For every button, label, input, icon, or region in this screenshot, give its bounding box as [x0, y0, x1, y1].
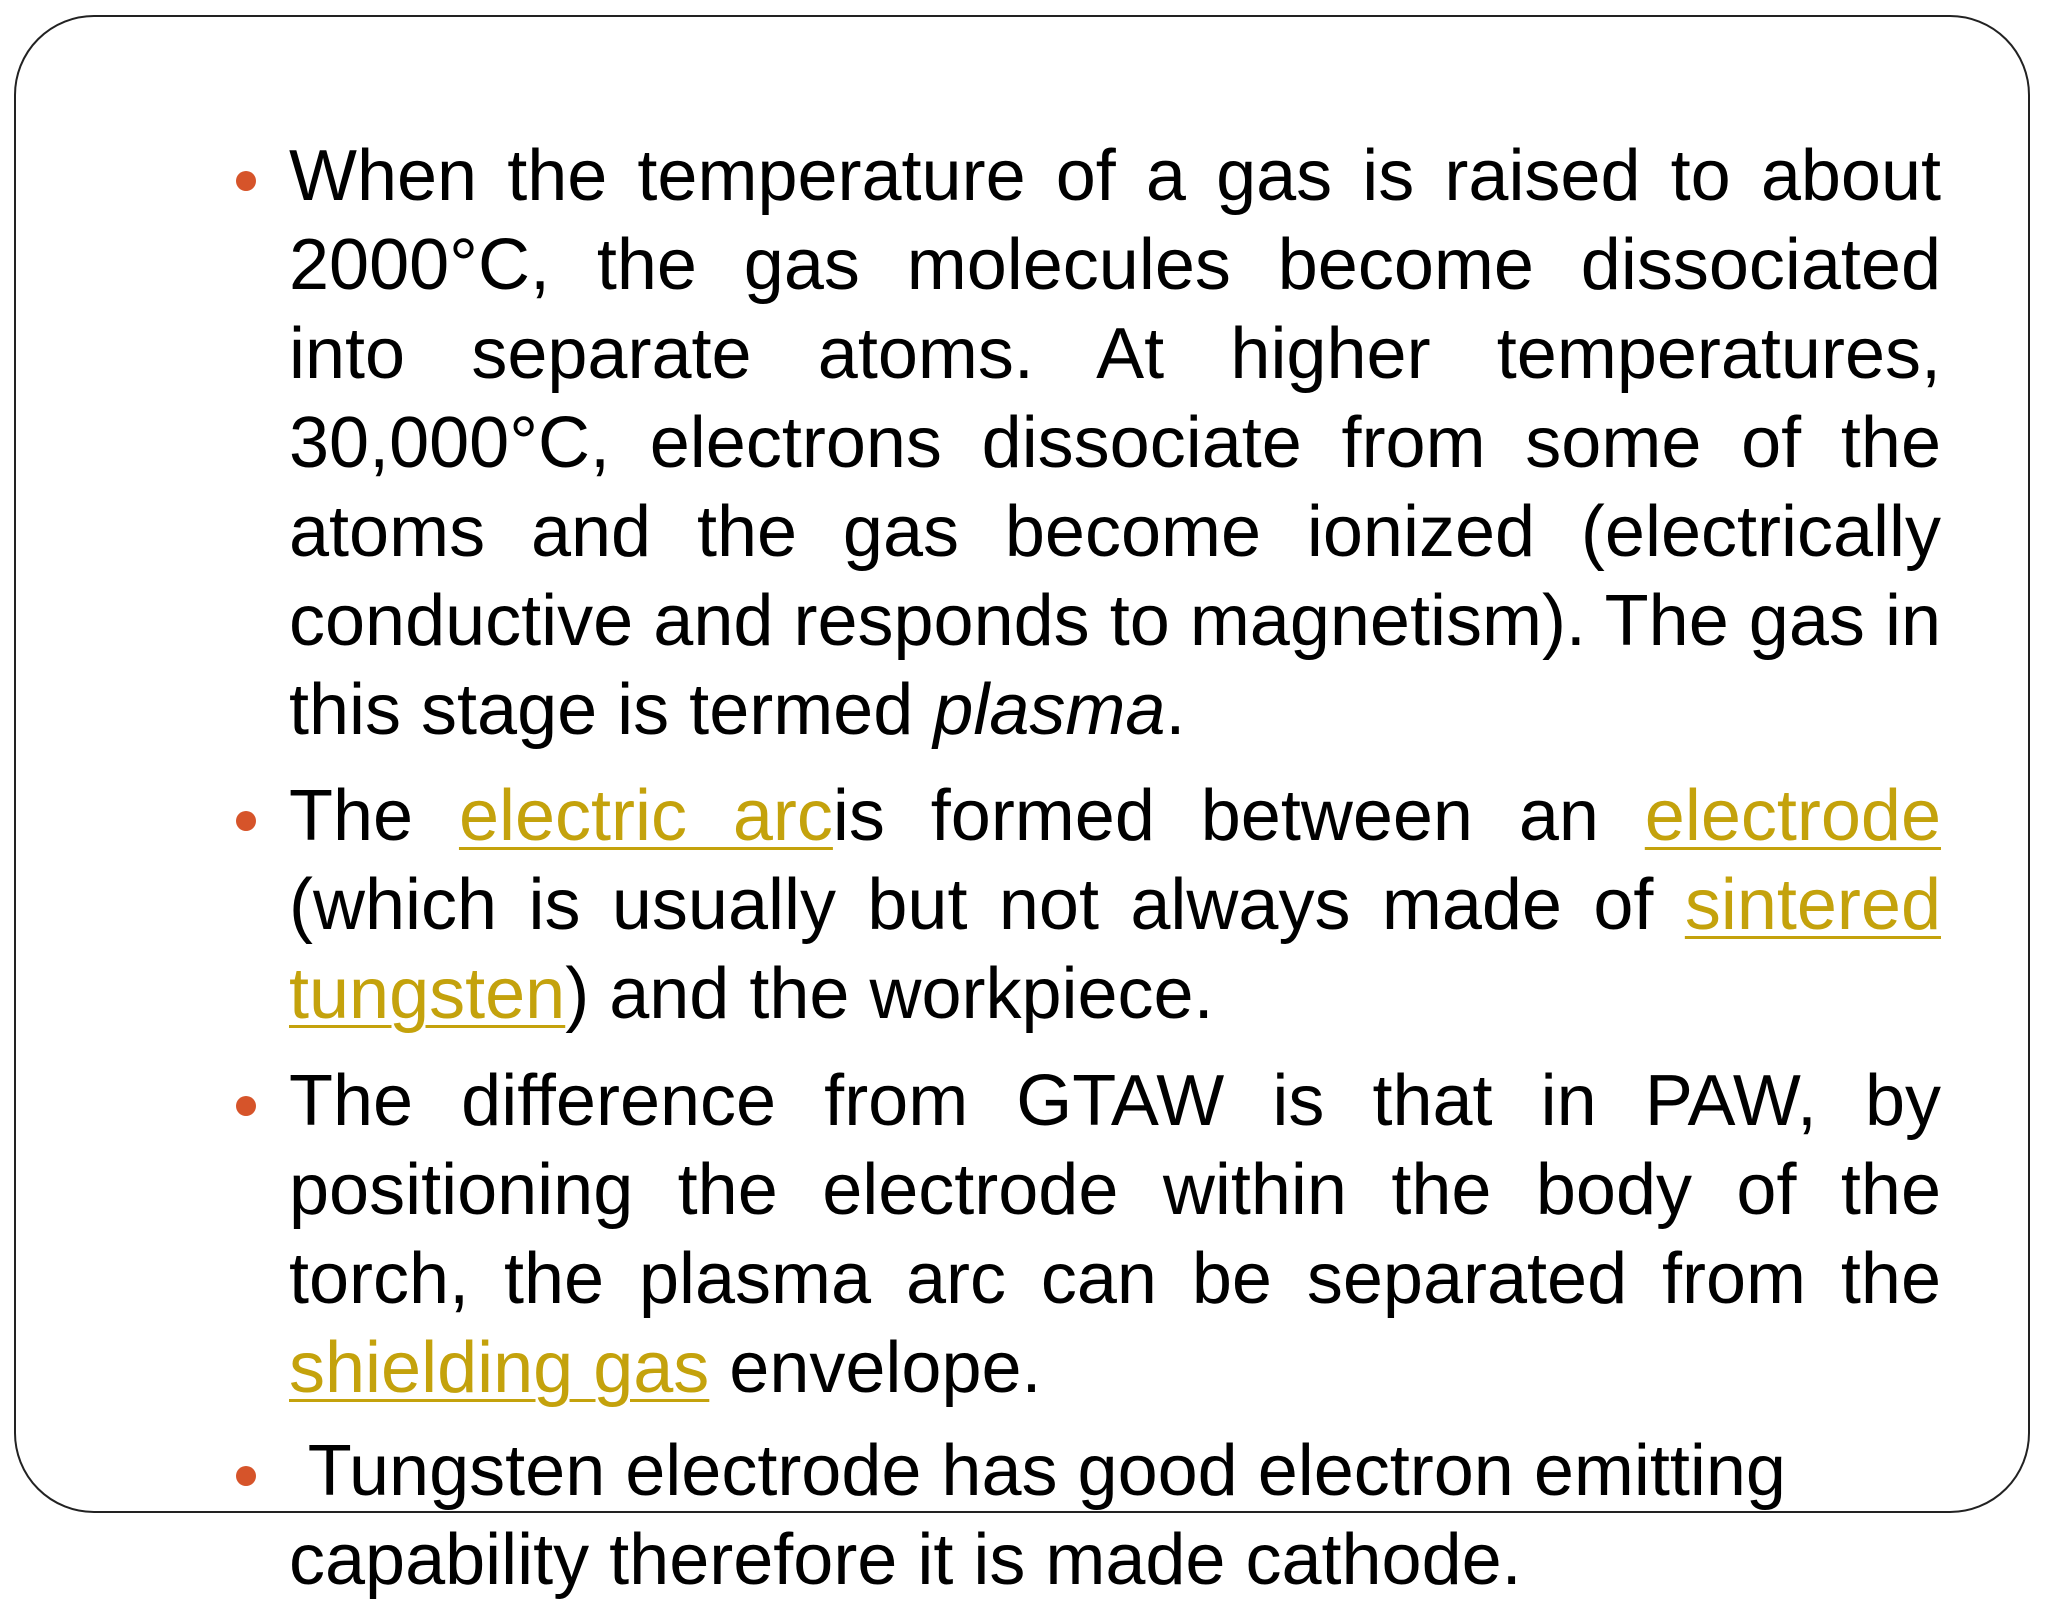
- bullet-gtaw-difference: [289, 1057, 1941, 1413]
- bullet-tungsten-electrode: [289, 1427, 1941, 1605]
- bullet-marker-1: [236, 171, 256, 191]
- bullet-marker-3: [236, 1096, 256, 1116]
- bullet-3-text-start: The difference from GTAW is that in PAW, by positioning the electrode within the body of the torch, the plasma arc can be separated from the: [289, 1061, 1941, 1319]
- bullet-3-text-end: envelope.: [709, 1328, 1042, 1408]
- bullet-2-text-mid2: (which is usually but not always made of: [289, 865, 1685, 945]
- electrode-link[interactable]: electrode: [1644, 776, 1941, 856]
- bullet-marker-4: [236, 1466, 256, 1486]
- electric-arc-link[interactable]: electric arc: [458, 776, 833, 856]
- bullet-4-line-1: Tungsten electrode has good electron emitting: [289, 1431, 1786, 1511]
- bullet-2-text-mid1: is formed between an: [832, 776, 1645, 856]
- bullet-1-text: When the temperature of a gas is raised to about 2000°C, the gas molecules become dissociated into separate atoms. At higher temperatures, 30,000°C, electrons dissociate from some of the atoms and the gas become ionized (electrically conductive and responds to magnetism). The gas in this stage is termed: [289, 136, 1941, 750]
- bullet-2-text-start: The: [289, 776, 459, 856]
- bullet-plasma-definition: [289, 132, 1941, 755]
- sintered-link[interactable]: sintered: [1684, 865, 1941, 945]
- tungsten-link[interactable]: tungsten: [289, 954, 566, 1034]
- bullet-2-text-end: ) and the workpiece.: [565, 954, 1214, 1034]
- bullet-marker-2: [236, 811, 256, 831]
- shielding-gas-link[interactable]: shielding gas: [289, 1328, 710, 1408]
- slide-frame: [14, 15, 2030, 1600]
- bullet-4-line-2: capability therefore it is made cathode.: [289, 1520, 1522, 1600]
- plasma-term: plasma: [933, 670, 1166, 750]
- bullet-1-period: .: [1165, 670, 1186, 750]
- bullet-electric-arc: [289, 772, 1941, 1039]
